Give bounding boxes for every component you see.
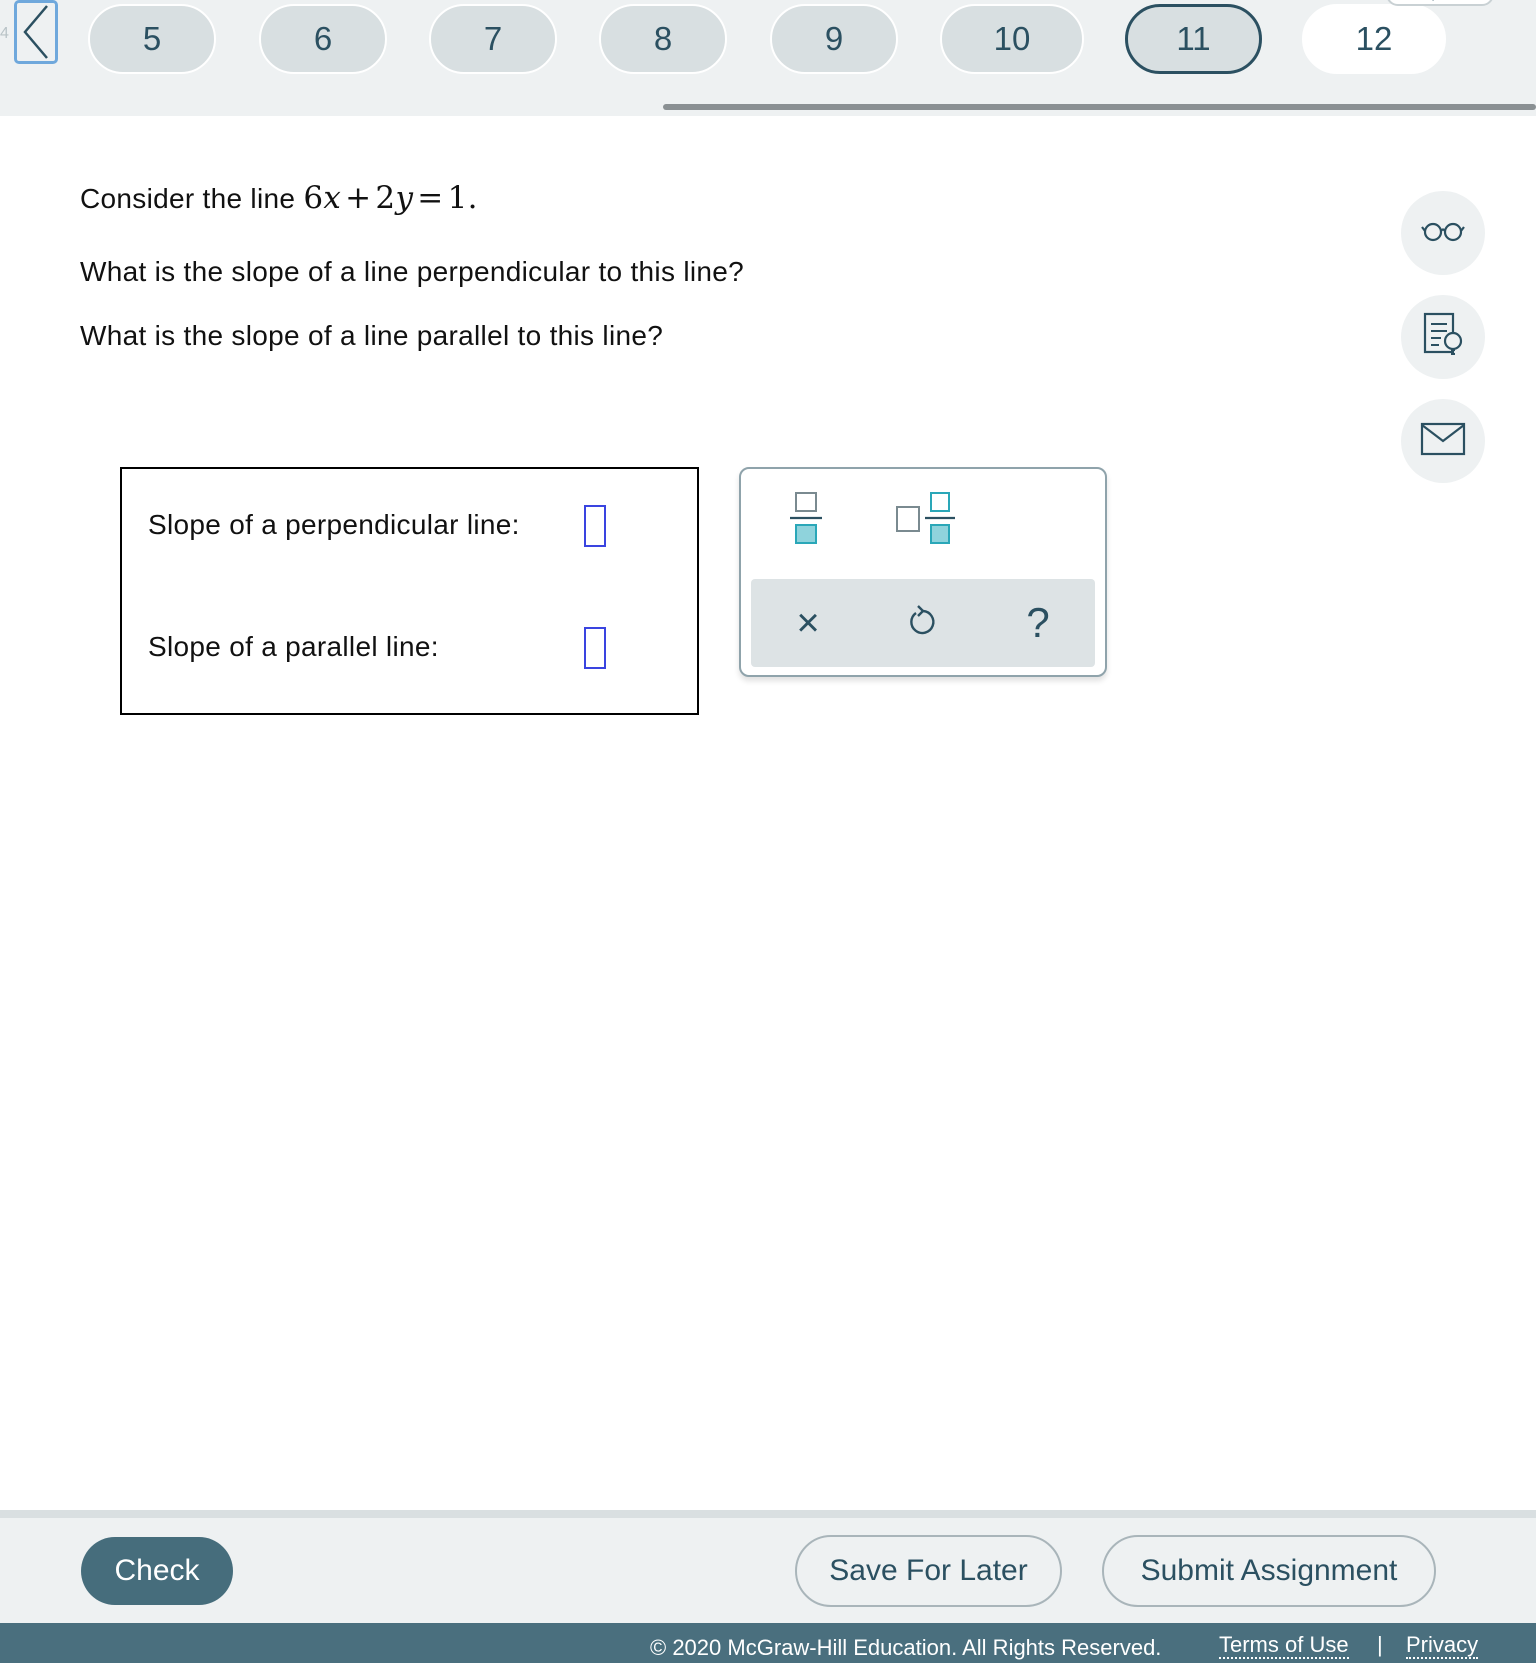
- math-palette: [739, 467, 1107, 677]
- previous-questions-button[interactable]: [14, 0, 58, 64]
- mixed-number-button[interactable]: [881, 491, 971, 551]
- mail-icon: [1420, 422, 1466, 461]
- question-11-button-current[interactable]: 11: [1125, 4, 1262, 74]
- submit-assignment-button[interactable]: Submit Assignment: [1102, 1535, 1436, 1607]
- clear-button[interactable]: [773, 589, 843, 657]
- answer-box: [120, 467, 699, 715]
- copyright-text: © 2020 McGraw-Hill Education. All Rights Reserved.: [650, 1635, 1162, 1660]
- nav-scrollbar[interactable]: [663, 104, 1536, 110]
- check-button[interactable]: Check: [81, 1537, 233, 1605]
- question-6-button[interactable]: 6: [259, 4, 387, 74]
- fraction-icon: [788, 491, 824, 552]
- parallel-slope-input[interactable]: [584, 627, 606, 669]
- undo-icon: [907, 603, 939, 644]
- previous-question-stub: 4: [0, 25, 9, 42]
- terms-of-use-link[interactable]: Terms of Use: [1219, 1632, 1349, 1657]
- language-toggle[interactable]: [1386, 0, 1494, 6]
- read-aloud-button[interactable]: [1401, 191, 1485, 275]
- question-line-3: What is the slope of a line parallel to this line?: [80, 320, 664, 351]
- document-lightbulb-icon: [1421, 311, 1465, 364]
- privacy-link[interactable]: Privacy: [1406, 1632, 1479, 1657]
- help-button[interactable]: [1003, 589, 1073, 657]
- explanation-button[interactable]: [1401, 295, 1485, 379]
- question-line-2: What is the slope of a line perpendicular to this line?: [80, 256, 744, 287]
- perpendicular-slope-input[interactable]: [584, 505, 606, 547]
- undo-button[interactable]: [888, 589, 958, 657]
- question-intro-text: Consider the line: [80, 183, 304, 214]
- palette-action-row: [751, 579, 1095, 667]
- equation: 6x + 2y = 1.: [303, 180, 478, 216]
- glasses-icon: [1421, 219, 1465, 248]
- question-12-button[interactable]: 12: [1302, 4, 1446, 74]
- perpendicular-slope-label: Slope of a perpendicular line:: [148, 509, 520, 540]
- email-instructor-button[interactable]: [1401, 399, 1485, 483]
- question-8-button[interactable]: 8: [599, 4, 727, 74]
- question-9-button[interactable]: 9: [770, 4, 898, 74]
- question-10-button[interactable]: 10: [940, 4, 1084, 74]
- close-icon: ×: [796, 600, 820, 645]
- parallel-slope-label: Slope of a parallel line:: [148, 631, 439, 662]
- question-5-button[interactable]: 5: [88, 4, 216, 74]
- mixed-number-icon: [895, 491, 957, 552]
- question-mark-icon: ?: [1026, 599, 1050, 646]
- question-7-button[interactable]: 7: [429, 4, 557, 74]
- save-for-later-button[interactable]: Save For Later: [795, 1535, 1062, 1607]
- question-nav-bar: [0, 0, 1536, 116]
- chevron-left-icon: [21, 4, 51, 60]
- question-line-1: [80, 180, 478, 216]
- fraction-button[interactable]: [771, 491, 841, 551]
- footer-separator: |: [1377, 1632, 1383, 1657]
